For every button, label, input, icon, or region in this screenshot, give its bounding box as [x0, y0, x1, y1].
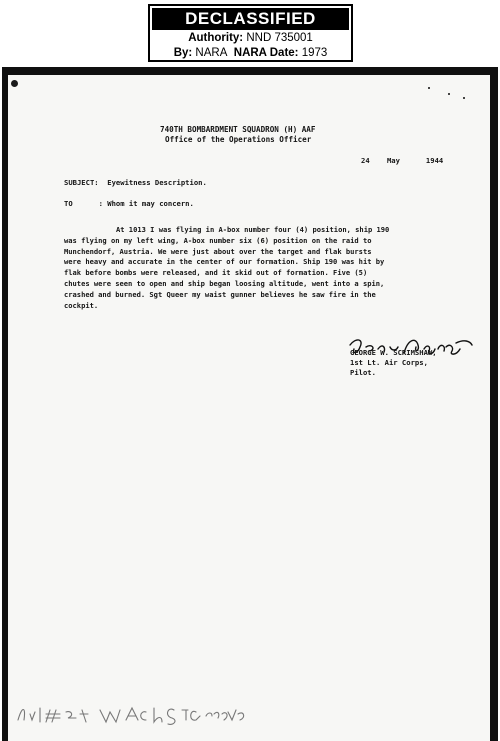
signer-name: GEORGE W. SCRIMSHAW,	[350, 348, 437, 357]
signer-rank: 1st Lt. Air Corps,	[350, 358, 428, 367]
stamp-title: DECLASSIFIED	[152, 8, 349, 30]
speck	[428, 87, 430, 89]
document-page	[8, 75, 490, 741]
letter-body	[64, 225, 449, 311]
declassified-stamp	[148, 4, 353, 62]
to-line: TO : Whom it may concern.	[64, 199, 194, 208]
speck	[463, 97, 465, 99]
subject-line: SUBJECT: Eyewitness Description.	[64, 178, 207, 187]
signer-role: Pilot.	[350, 368, 376, 377]
body-line: flak before bombs were released, and it skid out of formation. Five (5)	[64, 268, 368, 278]
body-line: crashed and burned. Sgt Queer my waist gunner believes he saw fire in the	[64, 289, 376, 299]
stamp-authority: Authority: NND 735001	[188, 32, 313, 44]
speck	[448, 93, 450, 95]
letterhead-unit: 740TH BOMBARDMENT SQUADRON (H) AAF	[160, 125, 316, 134]
punch-hole	[11, 80, 18, 87]
body-line: were heavy and accurate in the center of our formation. Ship 190 was hit by	[64, 257, 385, 267]
body-line: chutes were seen to open and ship began loosing altitude, went into a spin,	[64, 278, 385, 288]
letterhead-office: Office of the Operations Officer	[165, 135, 312, 144]
body-line: cockpit.	[64, 300, 99, 310]
letter-date: 24 May 1944	[361, 156, 444, 165]
body-line: Munchendorf, Austria. We were just about over the target and flak bursts	[64, 246, 372, 256]
stamp-by-date: By: NARA NARA Date: 1973	[173, 47, 328, 59]
body-line: At 1013 I was flying in A-box number four (4) position, ship 190	[116, 225, 390, 234]
handwritten-archive-note	[14, 700, 254, 730]
body-line: was flying on my left wing, A-box number six (6) position on the raid to	[64, 235, 372, 245]
